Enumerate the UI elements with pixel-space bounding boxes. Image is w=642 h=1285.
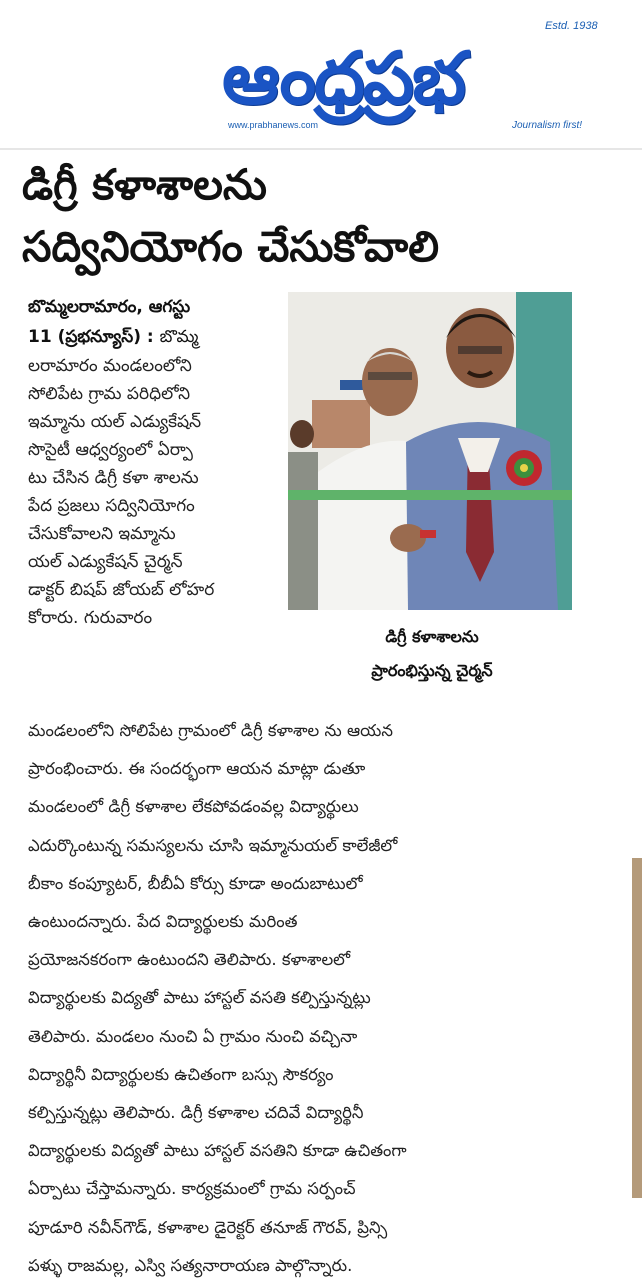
- body-line: చేసుకోవాలని ఇమ్మాను: [28, 524, 176, 544]
- estd-label: Estd. 1938: [545, 20, 598, 32]
- masthead-divider: [0, 148, 642, 150]
- wide-column-text: [28, 712, 576, 1285]
- body-line: విద్యార్థినీ విద్యార్థులకు ఉచితంగా బస్సు సౌకర్యం: [28, 1064, 334, 1084]
- dateline: [28, 292, 288, 352]
- body-line: ప్రారంభించారు. ఈ సందర్భంగా ఆయన మాట్లా డుతూ: [28, 759, 366, 779]
- headline-line-2: సద్వినియోగం చేసుకోవాలి: [22, 222, 439, 271]
- body-line: ప్రయోజనకరంగా ఉంటుందని తెలిపారు. కళాశాలలో: [28, 950, 351, 970]
- body-line: కల్పిస్తున్నట్లు తెలిపారు. డిగ్రీ కళాశాల చదివే విద్యార్థినీ: [28, 1103, 364, 1123]
- caption-line-1: డిగ్రీ కళాశాలను: [385, 627, 479, 646]
- body-line: కోరారు. గురువారం: [28, 608, 153, 628]
- website-url: www.prabhanews.com: [228, 120, 319, 130]
- body-line: ఏర్పాటు చేస్తామన్నారు. కార్యక్రమంలో గ్రామ సర్పంచ్: [28, 1179, 356, 1199]
- body-text-start: బొమ్మ: [159, 327, 199, 347]
- body-line: మండలంలో డిగ్రీ కళాశాల లేకపోవడంవల్ల విద్యార్థులు: [28, 797, 359, 817]
- body-line: టు చేసిన డిగ్రీ కళా శాలను: [28, 468, 199, 488]
- body-line: ఉంటుందన్నారు. పేద విద్యార్థులకు మరింత: [28, 912, 298, 932]
- body-line: పళ్ళు రాజమల్ల, ఎస్వి సత్యనారాయణ పాల్గొన్నారు.: [28, 1255, 353, 1275]
- body-line: విద్యార్థులకు విద్యతో పాటు హాస్టల్ వసతిని కూడా ఉచితంగా: [28, 1141, 407, 1161]
- body-line: ఎదుర్కొంటున్న సమస్యలను చూసి ఇమ్మానుయల్ కాలేజీలో: [28, 835, 398, 855]
- body-line: లరామారం మండలంలోని: [28, 356, 192, 376]
- body-line: బీకాం కంప్యూటర్, బీబీఏ కోర్సు కూడా అందుబాటులో: [28, 873, 363, 893]
- body-line: డాక్టర్ బిషప్ జోయబ్ లోహర: [28, 580, 215, 600]
- dateline-line-1: బొమ్మలరామారం, ఆగస్టు: [28, 297, 191, 317]
- headline-line-1: డిగ్రీ కళాశాలను: [22, 160, 267, 209]
- body-line: తెలిపారు. మండలం నుంచి ఏ గ్రామం నుంచి వచ్చినా: [28, 1026, 358, 1046]
- body-line: పేద ప్రజలు సద్వినియోగం: [28, 496, 195, 516]
- event-photo: [288, 292, 572, 610]
- body-line: సోలిపేట గ్రామ పరిధిలోని: [28, 384, 191, 404]
- body-line: యల్ ఎడ్యుకేషన్ చైర్మన్: [28, 552, 183, 572]
- newspaper-logo: ఆంధ్రప్రభ: [222, 36, 464, 120]
- narrow-column-text: [28, 352, 286, 632]
- tagline: Journalism first!: [512, 120, 583, 131]
- body-line: పూడూరి నవీన్‌గౌడ్, కళాశాల డైరెక్టర్ తనూజ్ గౌరవ్, ప్రిన్సి: [28, 1217, 388, 1237]
- dateline-line-2: [28, 322, 288, 352]
- body-line: మండలంలోని సోలిపేట గ్రామంలో డిగ్రీ కళాశాల ను ఆయన: [28, 721, 393, 740]
- ribbon-cutting-photo-illustration: [288, 292, 572, 610]
- dateline-place-date: 11 (ప్రభన్యూస్) :: [28, 327, 154, 347]
- body-line: సొసైటీ ఆధ్వర్యంలో ఏర్పా: [28, 440, 193, 460]
- adjacent-clipping-edge: [632, 858, 642, 1198]
- masthead: [0, 0, 642, 148]
- body-line: విద్యార్థులకు విద్యతో పాటు హాస్టల్ వసతి కల్పిస్తున్నట్లు: [28, 988, 371, 1008]
- caption-line-2: ప్రారంభిస్తున్న చైర్మన్: [371, 661, 493, 680]
- photo-caption: [292, 620, 572, 688]
- body-line: ఇమ్మాను యల్ ఎడ్యుకేషన్: [28, 412, 202, 432]
